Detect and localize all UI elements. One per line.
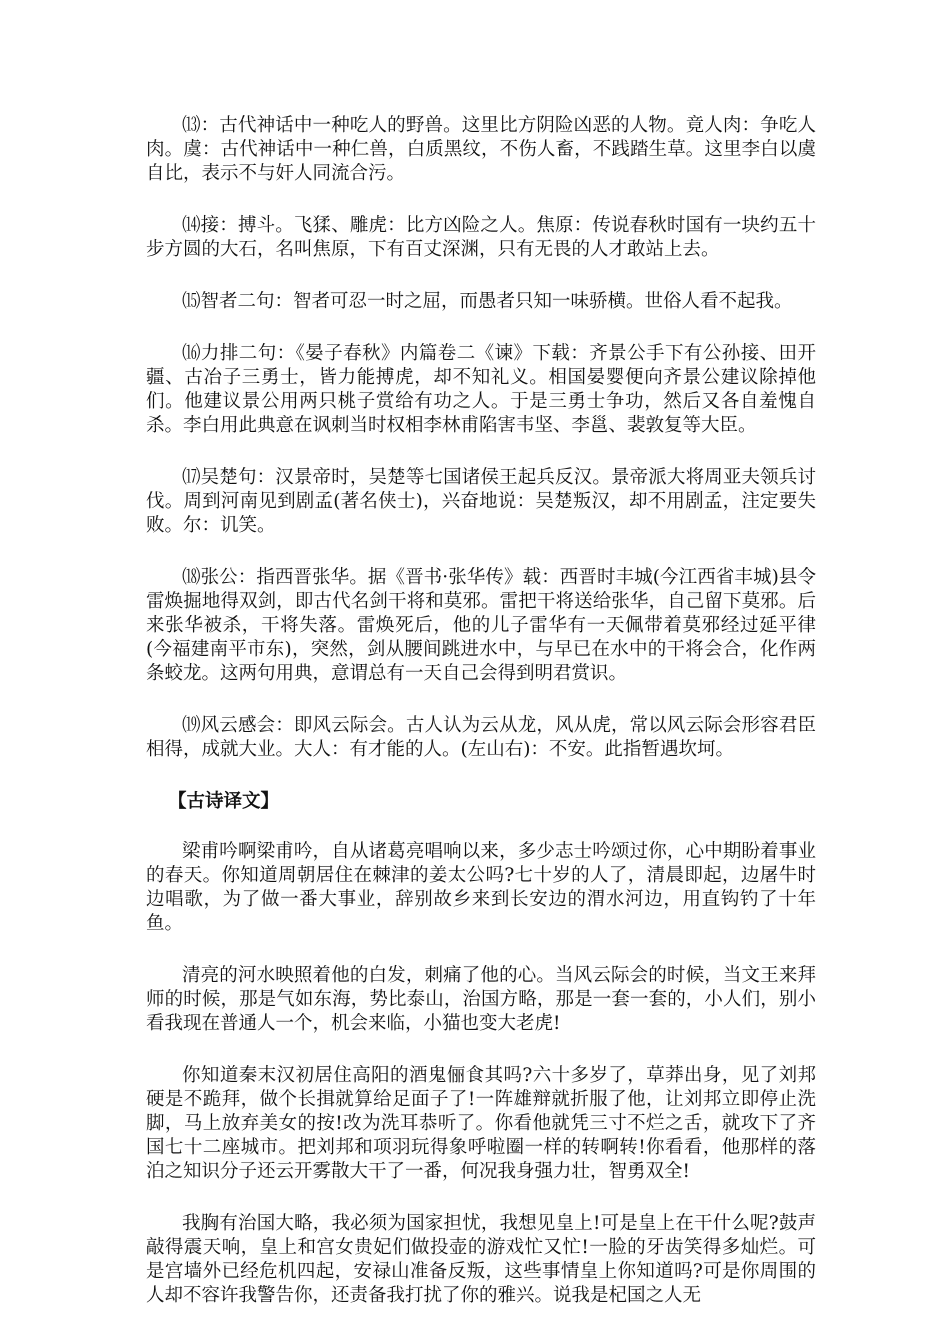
translation-paragraph-3: 你知道秦末汉初居住高阳的酒鬼俪食其吗?六十多岁了，草莽出身，见了刘邦硬是不跪拜，做个长揖就算给足面子了!一阵雄辩就折服了他，让刘邦立即停止洗脚，马上放弃美女的按!改为洗耳恭听了。你看他就凭三寸不烂之舌，就攻下了齐国七十二座城市。把刘邦和项羽玩得象呼啦圈一样的转啊转!你看看，他那样的落泊之知识分子还云开雾散大干了一番，何况我身强力壮，智勇双全! [146, 1065, 816, 1182]
translation-paragraph-2: 清亮的河水映照着他的白发，刺痛了他的心。当风云际会的时候，当文王来拜师的时候，那是气如东海，势比泰山，治国方略，那是一套一套的，小人们，别小看我现在普通人一个，机会来临，小猫也变大老虎! [146, 965, 816, 1034]
note-18: ⒅张公：指西晋张华。据《晋书·张华传》载：西晋时丰城(今江西省丰城)县令雷焕掘地得双剑，即古代名剑干将和莫邪。雷把干将送给张华，自己留下莫邪。后来张华被杀，干将失落。雷焕死后，他的儿子雷华有一天佩带着莫邪经过延平律(今福建南平市东)，突然，剑从腰间跳进水中，与早已在水中的干将会合，化作两条蛟龙。这两句用典，意谓总有一天自己会得到明君赏识。 [146, 567, 816, 684]
translation-paragraph-4: 我胸有治国大略，我必须为国家担忧，我想见皇上!可是皇上在干什么呢?鼓声敲得震天响，皇上和宫女贵妃们做投壶的游戏忙又忙!一脸的牙齿笑得多灿烂。可是宫墙外已经危机四起，安禄山准备反叛，这些事情皇上你知道吗?可是你周围的人却不容许我警告你，还责备我打扰了你的雅兴。说我是杞国之人无 [146, 1213, 817, 1306]
document-page [146, 114, 816, 1336]
section-heading: 【古诗译文】 [168, 791, 280, 812]
note-16: ⒃力排二句：《晏子春秋》内篇卷二《谏》下载：齐景公手下有公孙接、田开疆、古冶子三勇士，皆力能搏虎，却不知礼义。相国晏婴便向齐景公建议除掉他们。他建议景公用两只桃子赏给有功之人。于是三勇士争功，然后又各自羞愧自杀。李白用此典意在讽刺当时权相李林甫陷害韦坚、李邕、裴敦复等大臣。 [146, 343, 816, 436]
note-13: ⒀：古代神话中一种吃人的野兽。这里比方阴险凶恶的人物。竟人肉：争吃人肉。虞：古代神话中一种仁兽，白质黑纹，不伤人畜，不践踏生草。这里李白以虞自比，表示不与奸人同流合污。 [146, 115, 816, 184]
note-15: ⒂智者二句：智者可忍一时之屈，而愚者只知一味骄横。世俗人看不起我。 [182, 291, 793, 312]
translation-paragraph-1: 梁甫吟啊梁甫吟，自从诸葛亮唱响以来，多少志士吟颂过你，心中期盼着事业的春天。你知道周朝居住在棘津的姜太公吗?七十岁的人了，清晨即起，边屠牛时边唱歌，为了做一番大事业，辞别故乡来到长安边的渭水河边，用直钩钓了十年鱼。 [146, 841, 816, 934]
note-19: ⒆风云感会：即风云际会。古人认为云从龙，风从虎，常以风云际会形容君臣相得，成就大业。大人：有才能的人。(左山右)：不安。此指暂遇坎坷。 [146, 715, 816, 760]
note-17: ⒄吴楚句：汉景帝时，吴楚等七国诸侯王起兵反汉。景帝派大将周亚夫领兵讨伐。周到河南见到剧孟(著名侠士)，兴奋地说：吴楚叛汉，却不用剧孟，注定要失败。尔：讥笑。 [146, 467, 816, 536]
note-14: ⒁接：搏斗。飞猱、雕虎：比方凶险之人。焦原：传说春秋时国有一块约五十步方圆的大石，名叫焦原，下有百丈深渊，只有无畏的人才敢站上去。 [146, 215, 816, 260]
